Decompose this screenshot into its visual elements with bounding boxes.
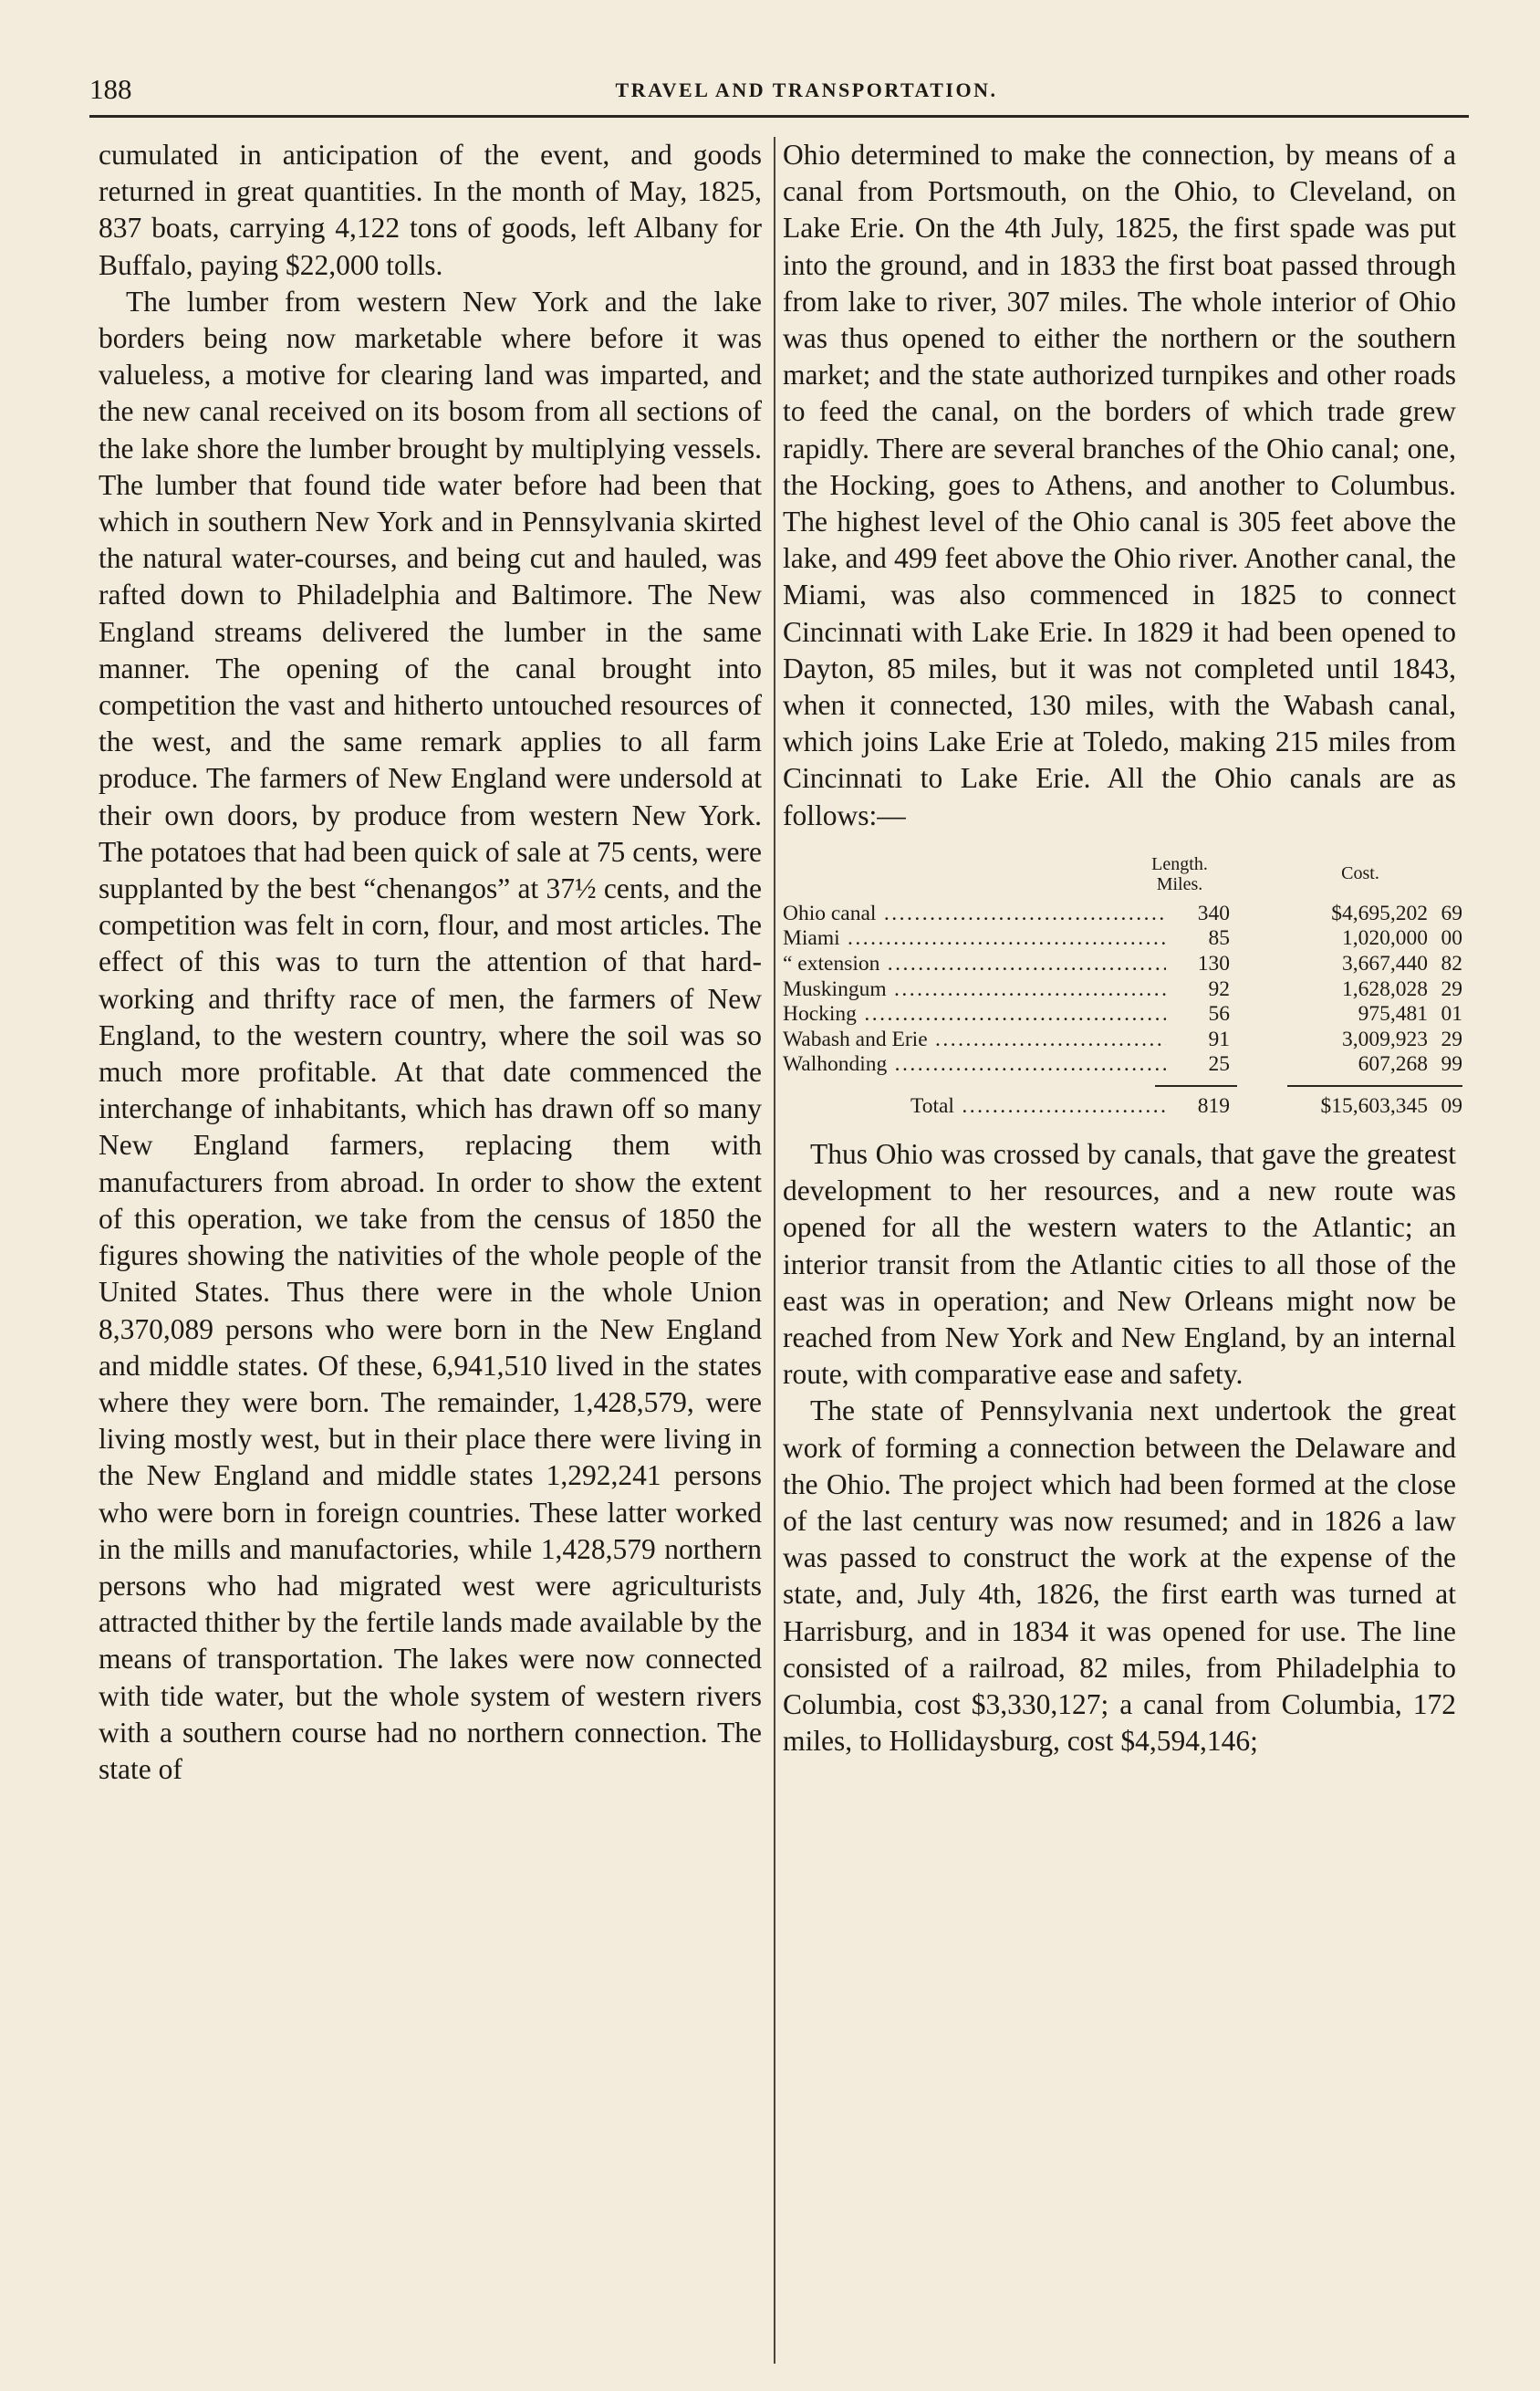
canal-cost-dollars: 607,268: [1358, 1052, 1428, 1077]
canal-name: Walhonding .....: [783, 1052, 1166, 1078]
total-cost-dollars: $15,603,345: [1320, 1094, 1428, 1119]
table-row: [783, 952, 1462, 977]
canal-miles: 340: [1166, 902, 1230, 927]
cost-column-header: Cost.: [1341, 862, 1379, 883]
paragraph: Thus Ohio was crossed by canals, that gave the greatest development to her resources, and a new route was opened for all the western waters to the Atlantic; an interior transit from the Atlantic cities to all those of the east was in operation; and New Orleans might now be reached from New York and New England, by an internal route, with comparative ease and safety.: [783, 1138, 1456, 1391]
table-row: [783, 976, 1462, 1003]
canal-cost-dollars: 1,020,000: [1342, 926, 1428, 951]
table-row: [783, 901, 1462, 927]
canal-cost-cents: 99: [1441, 1052, 1462, 1077]
total-label: Total .....: [910, 1094, 1166, 1120]
canal-table: [783, 847, 1462, 1125]
canal-miles: 25: [1166, 1052, 1230, 1078]
length-column-header: [1129, 854, 1230, 894]
canal-name: Wabash and Erie .....: [783, 1028, 1166, 1053]
canal-name: Miami .....: [783, 926, 1166, 952]
canal-miles: 85: [1166, 926, 1230, 952]
page-header: [89, 73, 1469, 119]
length-sum-rule: [1155, 1085, 1237, 1087]
table-row: [783, 1052, 1462, 1078]
paragraph: Ohio determined to make the connection, by means of a canal from Portsmouth, on the Ohio, to Cleveland, on Lake Erie. On the 4th July, 1825, the first spade was put into the ground, and in 1833 the first boat passed through from lake to river, 307 miles. The whole interior of Ohio was thus opened to either the northern or the southern market; and the state authorized turnpikes and other roads to feed the canal, on the borders of which trade grew rapidly. There are several branches of the Ohio canal; one, the Hocking, goes to Athens, and another to Columbus. The highest level of the Ohio canal is 305 feet above the lake, and 499 feet above the Ohio river. Another canal, the Miami, was also commenced in 1825 to connect Cincinnati with Lake Erie. In 1829 it had been opened to Dayton, 85 miles, but it was not completed until 1843, when it connected, 130 miles, with the Wabash canal, which joins Lake Erie at Toledo, making 215 miles from Cincinnati to Lake Erie. All the Ohio canals are as follows:—: [783, 139, 1456, 831]
canal-cost-dollars: 1,628,028: [1342, 976, 1428, 1001]
header-rule: [89, 115, 1469, 118]
canal-cost-cents: 69: [1441, 901, 1462, 925]
length-header-label: Length.: [1151, 853, 1208, 874]
canal-cost-dollars: 3,009,923: [1342, 1027, 1428, 1051]
canal-name: Ohio canal .....: [783, 902, 1166, 927]
sum-rules: [783, 1078, 1456, 1094]
canal-name: “ extension .....: [783, 952, 1166, 977]
paragraph: The state of Pennsylvania next undertook the great work of forming a connection between the Delaware and the Ohio. The project which had been formed at the close of the last century was now resumed; and in 1826 a law was passed to construct the work at the expense of the state, and, July 4th, 1826, the first earth was turned at Harrisburg, and in 1834 it was opened for use. The line consisted of a railroad, 82 miles, from Philadelphia to Columbia, cost $3,330,127; a canal from Columbia, 172 miles, to Hollidaysburg, cost $4,594,146;: [783, 1394, 1456, 1758]
left-column: [99, 137, 762, 1788]
table-row: [783, 926, 1462, 952]
running-head: TRAVEL AND TRANSPORTATION.: [615, 78, 998, 101]
table-header: [783, 847, 1456, 902]
canal-cost-cents: 01: [1441, 1002, 1462, 1027]
canal-name: Muskingum .....: [783, 977, 1166, 1003]
canal-name: Hocking .....: [783, 1002, 1166, 1028]
canal-cost-cents: 29: [1441, 976, 1462, 1001]
total-cost-cents: 09: [1441, 1094, 1462, 1119]
canal-cost-dollars: $4,695,202: [1331, 901, 1428, 925]
canal-miles: 56: [1166, 1002, 1230, 1028]
canal-miles: 91: [1166, 1028, 1230, 1053]
right-column: [783, 137, 1462, 1759]
total-miles: 819: [1166, 1094, 1230, 1120]
page-number: 188: [89, 73, 132, 105]
paragraph: cumulated in anticipation of the event, and goods returned in great quantities. In the month of May, 1825, 837 boats, carrying 4,122 tons of goods, left Albany for Buffalo, paying $22,000 tolls.: [99, 139, 762, 281]
table-total-row: [783, 1094, 1462, 1125]
canal-cost-cents: 82: [1441, 952, 1462, 976]
canal-miles: 92: [1166, 977, 1230, 1003]
canal-miles: 130: [1166, 952, 1230, 977]
canal-cost-dollars: 975,481: [1358, 1002, 1428, 1027]
paragraph: The lumber from western New York and the lake borders being now marketable where before it was valueless, a motive for clearing land was imparted, and the new canal received on its bosom from all sections of the lake shore the lumber brought by multiplying vessels. The lumber that found tide water before had been that which in southern New York and in Pennsylvania skirted the natural water-courses, and being cut and hauled, was rafted down to Philadelphia and Baltimore. The New England streams delivered the lumber in the same manner. The opening of the canal brought into competition the vast and hitherto untouched resources of the west, and the same remark applies to all farm produce. The farmers of New England were undersold at their own doors, by produce from western New York. The potatoes that had been quick of sale at 75 cents, were supplanted by the best “chenangos” at 37½ cents, and the competition was felt in corn, flour, and most articles. The effect of this was to turn the attention of that hard-working and thrifty race of men, the farmers of New England, to the western country, where the soil was so much more profitable. At that date commenced the interchange of inhabitants, which has drawn off so many New England farmers, replacing them with manufacturers from abroad. In order to show the extent of this operation, we take from the census of 1850 the figures showing the nativities of the whole people of the United States. Thus there were in the whole Union 8,370,089 persons who were born in the New England and middle states. Of these, 6,941,510 lived in the states where they were born. The remainder, 1,428,579, were living mostly west, but in their place there were living in the New England and middle states 1,292,241 persons who were born in foreign countries. These latter worked in the mills and manufactories, while 1,428,579 northern persons who had migrated west were agriculturists attracted thither by the fertile lands made available by the means of transportation. The lakes were now connected with tide water, but the whole system of western rivers with a southern course had no northern connection. The state of: [99, 285, 762, 1785]
canal-cost-cents: 29: [1441, 1027, 1462, 1051]
canal-cost-cents: 00: [1441, 926, 1462, 951]
column-divider: [774, 137, 775, 2364]
cost-sum-rule: [1287, 1085, 1462, 1087]
miles-header-label: Miles.: [1156, 873, 1203, 894]
table-row: [783, 1002, 1462, 1028]
canal-cost-dollars: 3,667,440: [1342, 952, 1428, 976]
table-row: [783, 1027, 1462, 1053]
